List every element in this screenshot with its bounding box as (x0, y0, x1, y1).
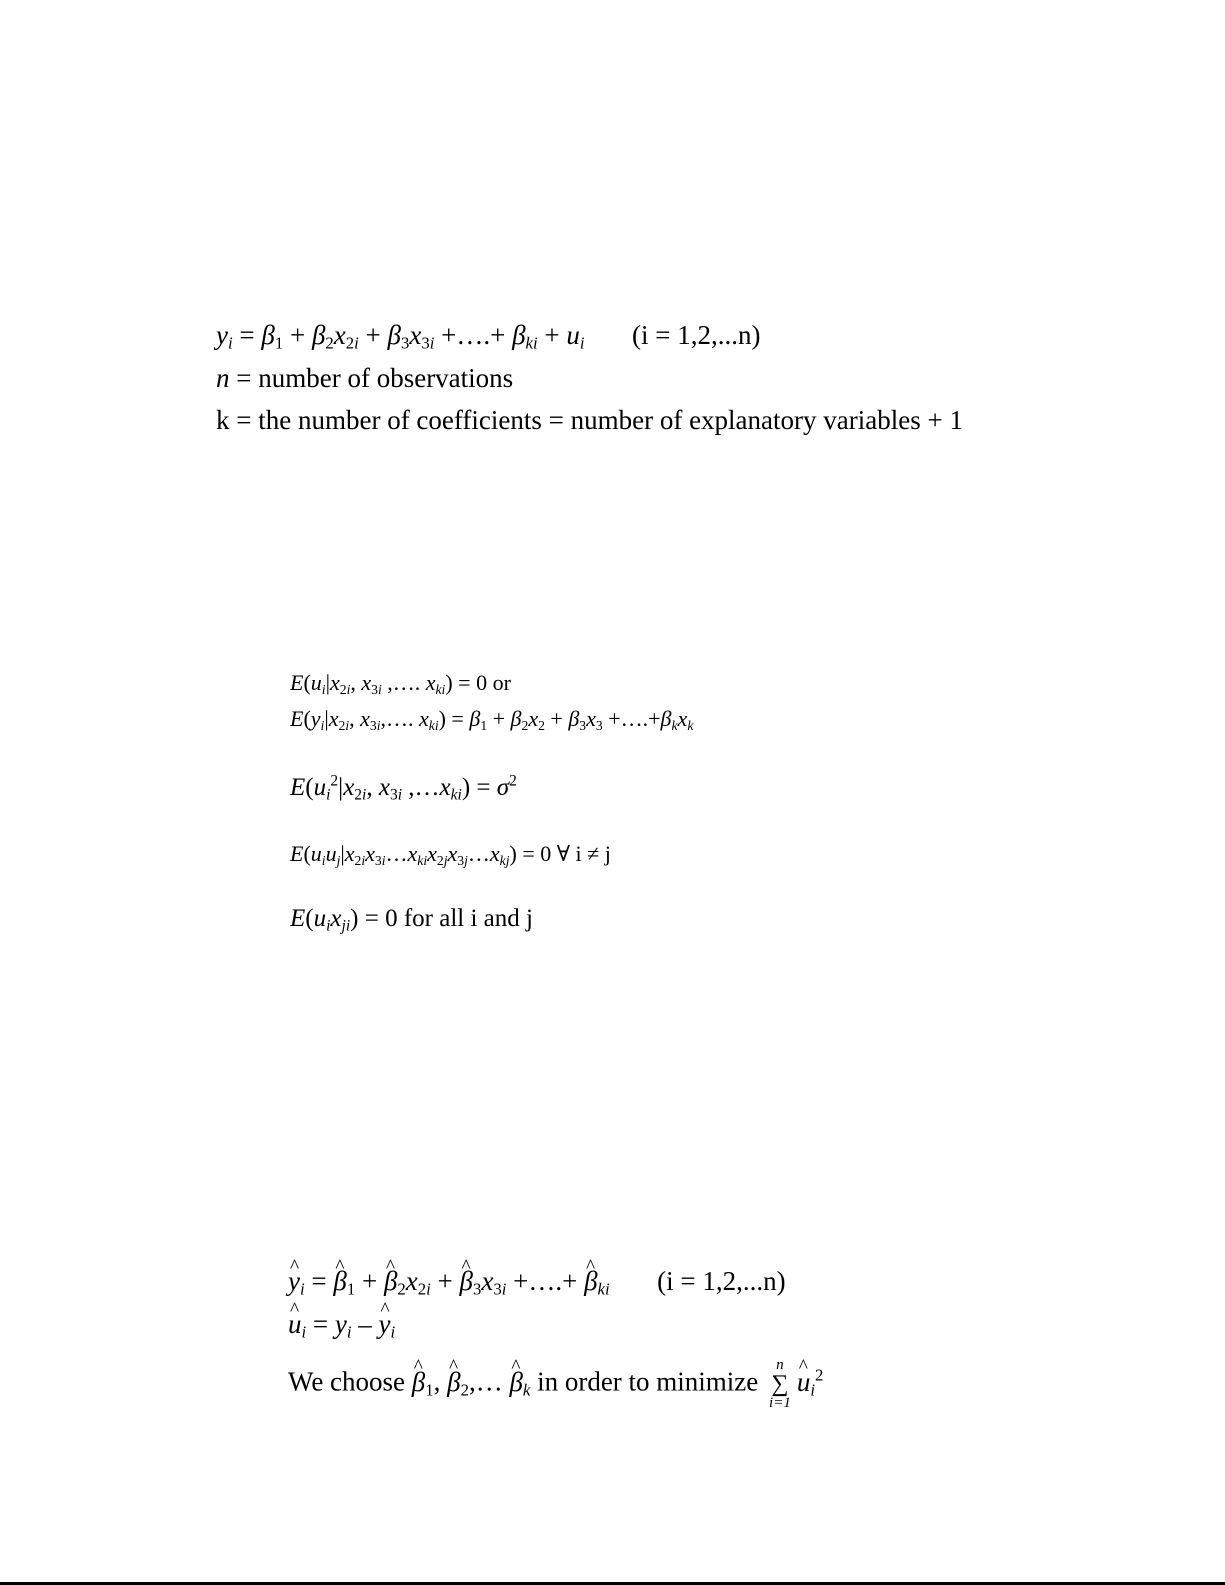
homoskedasticity-assumption: $E(u_i^2|x_{2i}$, $x_{3i}$ $,\dots x_{ki}) = \sigma^2$ (290, 772, 517, 804)
sum-lower-limit: i=1 (769, 1394, 791, 1411)
index-range-note: (i = 1,2,...n) (632, 320, 761, 350)
n-definition: n = number of observations (216, 363, 514, 393)
summation-operator: n ∑ i=1 (769, 1357, 791, 1411)
dependent-variable: y (216, 320, 228, 350)
population-model-equation: $y_i = \beta_1 + \beta_2x_{2i} + \beta_3x_{3i}$ +….+ $\beta_{ki} + u_i$ (i = 1,2,...n) (216, 320, 761, 353)
choose-middle: in order to minimize (537, 1366, 759, 1397)
sum-upper-limit: n (776, 1357, 784, 1373)
exogeneity-text: = 0 for all i and j (364, 905, 533, 932)
n-definition-text: number of observations (258, 363, 514, 393)
sigma-symbol: σ (496, 774, 510, 801)
n-symbol: n (216, 363, 230, 393)
residual-definition: ^ $u_i = y_i$ – ^ $y_i$ (288, 1311, 395, 1338)
ols-objective: We choose ^ $\beta_1$, ^ $\beta_2,\dots$ ^ $\beta_k$ in order to minimize n ∑ i=1 ^ $u_i^2$ (288, 1358, 823, 1411)
no-autocorrelation-assumption: $E(u_iu_j|x_{2i}x_{3i}\dots x_{ki}x_{2j}x_{3j}\dots x_{kj}) = 0$ ∀ i ≠ j (290, 841, 611, 868)
exogeneity-assumption: $E(u_ix_{ji}) = 0$ for all i and j (290, 905, 533, 935)
zero-mean-suffix: = 0 or (458, 670, 511, 695)
zero-conditional-mean-error: $E(u_i|x_{2i}$, $x_{3i}$ ,…. $x_{ki}) = 0$ or (290, 670, 511, 697)
k-definition: k = the number of coefficients = number of explanatory variables + 1 (216, 405, 963, 435)
conditional-mean-y: $E(y_i|x_{2i}$, $x_{3i},\dots$. $x_{ki}) = \beta_1 + \beta_2x_2 + \beta_3x_3$ $+\dots.+\beta_kx_k$ (290, 706, 694, 733)
no-autocorrelation-rhs: = 0 ∀ i ≠ j (522, 841, 611, 866)
choose-prefix: We choose (288, 1366, 406, 1397)
fitted-value-equation: ^ $y_i$ = ^ $\beta_1$ + ^ $\beta_2x_{2i}$ + ^ $\beta_3x_{3i}$ +….+ ^ $\beta_{ki}$ (i = 1,2,...n) (288, 1268, 786, 1295)
fitted-index-note: (i = 1,2,...n) (657, 1266, 786, 1296)
